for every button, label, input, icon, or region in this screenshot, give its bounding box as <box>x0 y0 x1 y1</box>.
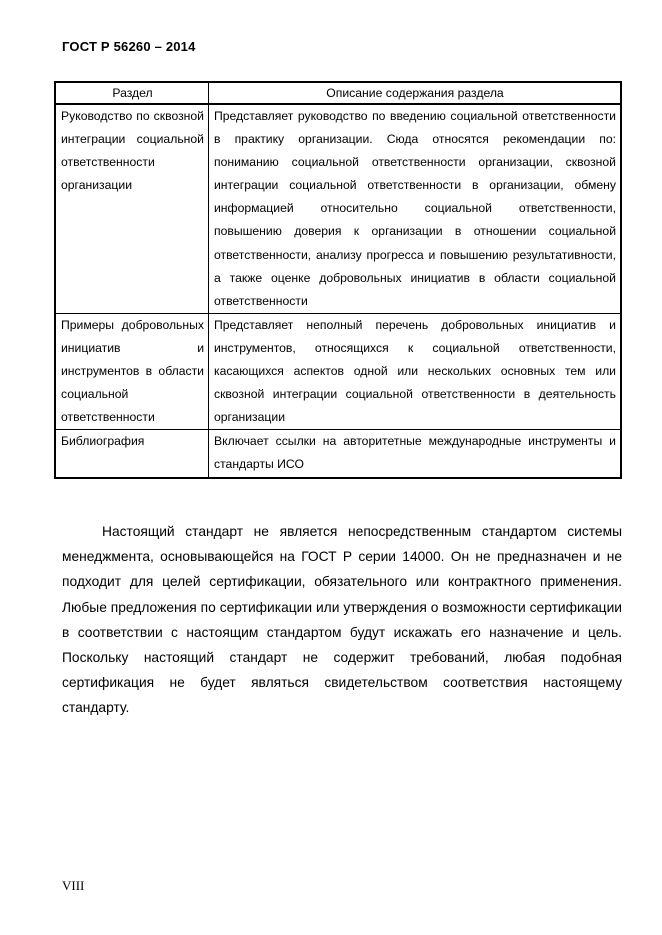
row-section-cell: Библиография <box>55 430 209 478</box>
row-section-cell: Руководство по сквозной интеграции социальной ответственности организации <box>55 104 209 313</box>
column-header-description: Описание содержания раздела <box>209 82 622 104</box>
sections-table <box>54 81 622 479</box>
row-description-cell: Включает ссылки на авторитетные международные инструменты и стандарты ИСО <box>209 430 622 478</box>
table-row <box>55 430 621 478</box>
page-number: VIII <box>62 878 85 893</box>
table-header-row <box>55 82 621 104</box>
document-code-header: ГОСТ Р 56260 – 2014 <box>62 39 196 54</box>
row-section-cell: Примеры добровольных инициатив и инструментов в области социальной ответственности <box>55 313 209 429</box>
table-row <box>55 313 621 429</box>
row-description-cell: Представляет руководство по введению социальной ответственности в практику организации. Сюда относятся рекомендации по: пониманию социальной ответственности организации, сквозной интеграции социальной ответственности в организации, обмену информацией относительно социальной ответственности, повышению доверия к организации в отношении социальной ответственности, анализу прогресса и повышению результативности, а также оценке добровольных инициатив в области социальной ответственности <box>209 104 622 313</box>
table-row <box>55 104 621 313</box>
body-paragraph: Настоящий стандарт не является непосредственным стандартом системы менеджмента, основывающейся на ГОСТ Р серии 14000. Он не предназначен и не подходит для целей сертификации, обязательного или контрактного применения. Любые предложения по сертификации или утверждения о возможности сертификации в соответствии с настоящим стандартом будут искажать его назначение и цель. Поскольку настоящий стандарт не содержит требований, любая подобная сертификация не будет являться свидетельством соответствия настоящему стандарту. <box>62 524 622 716</box>
column-header-section: Раздел <box>55 82 209 104</box>
row-description-cell: Представляет неполный перечень добровольных инициатив и инструментов, относящихся к социальной ответственности, касающихся аспектов одной или нескольких основных тем или сквозной интеграции социальной ответственности в деятельность организации <box>209 313 622 429</box>
